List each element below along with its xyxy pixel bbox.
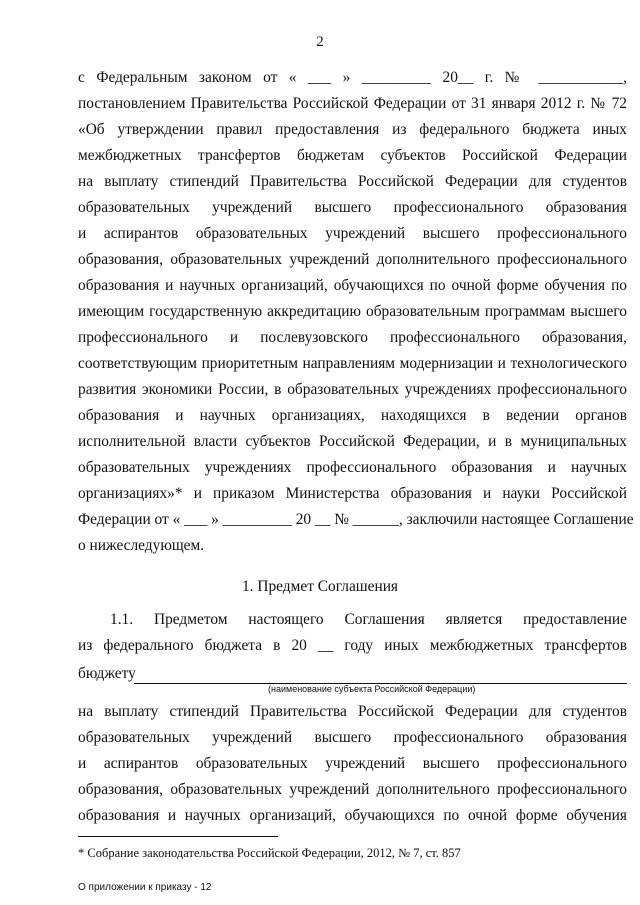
section-heading: 1. Предмет Соглашения [241,578,399,595]
footnote-rule [78,836,278,837]
page-number: 2 [316,34,324,50]
text-line: о нижеследующем. [78,537,205,554]
text-line: организациях»* и приказом Министерства образования и науки Российской [78,485,627,502]
text-line: образовательных учреждениях профессионального образования и научных [78,459,627,476]
text-line: образования и научных организациях, находящихся в ведении органов [78,407,627,424]
text-line: имеющим государственную аккредитацию образовательным программам высшего [78,303,627,320]
text-line: на выплату стипендий Правительства Российской Федерации для студентов [78,703,627,720]
text-line: «Об утверждении правил предоставления из федерального бюджета иных [78,121,627,138]
text-line: образовательных учреждений высшего профессионального образования [78,199,627,216]
text-line: 1.1. Предметом настоящего Соглашения является предоставление [110,611,627,628]
text-line: развития экономики России, в образовательных учреждениях профессионального [78,381,627,398]
corner-note: О приложении к приказу - 12 [78,882,212,893]
text-line: образования и научных организаций, обучающихся по очной форме обучения [78,807,627,824]
text-line: на выплату стипендий Правительства Российской Федерации для студентов [78,173,627,190]
text-line: профессионального и послевузовского профессионального образования, [78,329,627,346]
field-caption: (наименование субъекта Российской Федерации) [268,684,476,694]
text-line: и аспирантов образовательных учреждений высшего профессионального [78,225,627,242]
text-line: и аспирантов образовательных учреждений высшего профессионального [78,755,627,772]
text-line: исполнительной власти субъектов Российской Федерации, и в муниципальных [78,433,627,450]
text-line: с Федеральным законом от « ___ » _________ 20__ г. № ___________, [78,69,627,86]
text-line: образования, образовательных учреждений дополнительного профессионального [78,781,627,798]
text-line: постановлением Правительства Российской Федерации от 31 января 2012 г. № 72 [78,95,627,112]
text-line: бюджету [78,665,136,682]
text-line: из федерального бюджета в 20 __ году иных межбюджетных трансфертов [78,637,627,654]
text-line: образовательных учреждений высшего профессионального образования [78,729,627,746]
text-line: межбюджетных трансфертов бюджетам субъектов Российской Федерации [78,147,627,164]
text-line: образования и научных организаций, обучающихся по очной форме обучения по [78,277,627,294]
text-line: соответствующим приоритетным направлениям модернизации и технологического [78,355,627,372]
text-line: образования, образовательных учреждений дополнительного профессионального [78,251,627,268]
text-line: Федерации от « ___ » _________ 20 __ № ______, заключили настоящее Соглашение [78,511,634,528]
footnote: * Собрание законодательства Российской Федерации, 2012, № 7, ст. 857 [78,846,461,860]
